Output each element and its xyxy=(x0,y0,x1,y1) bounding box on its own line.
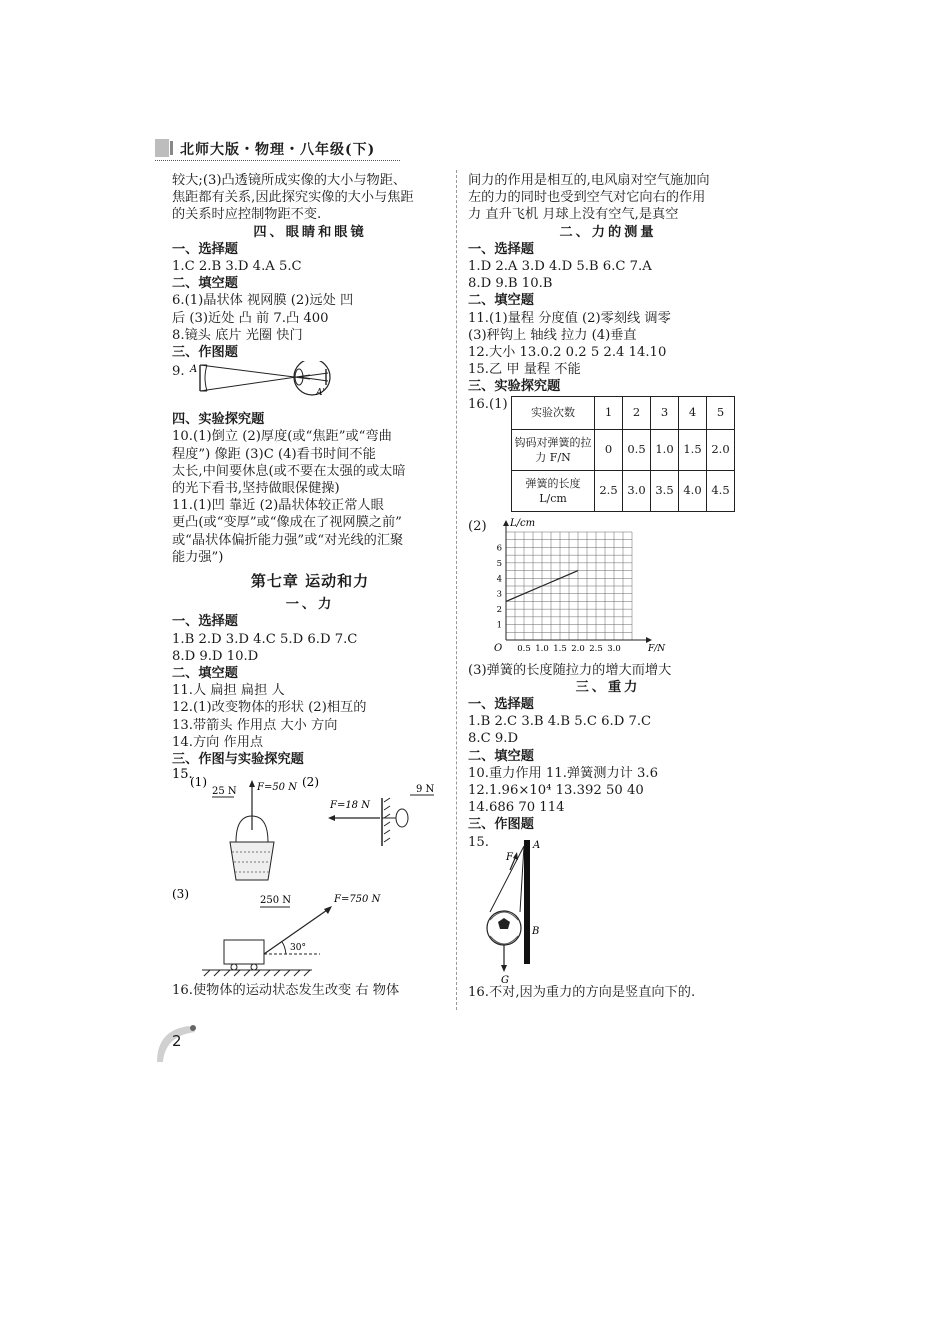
answer-line: 11.(1)量程 分度值 (2)零刻线 调零 xyxy=(468,310,671,326)
table-header-cell: 钩码对弹簧的拉力 F/N xyxy=(512,429,595,470)
table-cell: 0.5 xyxy=(623,429,651,470)
table-row xyxy=(512,429,735,470)
answer-line: (3)弹簧的长度随拉力的增大而增大 xyxy=(468,662,672,678)
answer-line: 6.(1)晶状体 视网膜 (2)远处 凹 xyxy=(172,293,354,309)
y-axis-label: L/cm xyxy=(510,517,536,529)
label-f: F xyxy=(506,851,513,863)
label-a: A xyxy=(190,364,198,376)
text-line: 的关系时应控制物距不变. xyxy=(172,207,322,223)
table-cell: 2.5 xyxy=(595,470,623,511)
column-divider xyxy=(456,170,457,1010)
answer-line: 1.B 2.D 3.D 4.C 5.D 6.D 7.C xyxy=(172,631,358,647)
answer-line: 程度”) 像距 (3)C (4)看书时间不能 xyxy=(172,446,376,462)
y-tick-label: 1 xyxy=(496,620,502,631)
question-number: 9. xyxy=(172,364,185,380)
question-number: 15. xyxy=(468,834,489,850)
answer-line: 10.(1)倒立 (2)厚度(或“焦距”或“弯曲 xyxy=(172,429,392,445)
text-line: 左的力的同时也受到空气对它向右的作用 xyxy=(468,190,706,206)
ball-diagram-svg xyxy=(468,834,588,984)
answer-line: 13.带箭头 作用点 大小 方向 xyxy=(172,717,338,733)
origin-label: O xyxy=(494,642,503,654)
force-diagrams xyxy=(172,768,448,982)
answer-line: 或“晶状体偏折能力强”或“对光线的汇聚 xyxy=(172,532,404,548)
subsection-title: 三、实验探究题 xyxy=(468,379,561,395)
text-line: 间力的作用是相互的,电风扇对空气施加向 xyxy=(468,173,710,188)
subsection-title: 二、填空题 xyxy=(172,276,238,292)
table-cell: 1.5 xyxy=(679,429,707,470)
y-tick-label: 6 xyxy=(496,543,502,554)
text-line: 力 直升飞机 月球上没有空气,是真空 xyxy=(468,207,679,223)
subsection-title: 三、作图题 xyxy=(468,817,534,833)
table-header-cell: 弹簧的长度 L/cm xyxy=(512,470,595,511)
subsection-title: 三、作图与实验探究题 xyxy=(172,752,304,768)
answer-line: 12.大小 13.0.2 0.2 5 2.4 14.10 xyxy=(468,345,667,361)
header-rule xyxy=(155,160,400,161)
section-title: 三、重力 xyxy=(575,679,641,695)
answer-line: 16.使物体的运动状态发生改变 右 物体 xyxy=(172,983,400,999)
answer-line: 8.镜头 底片 光圈 快门 xyxy=(172,327,303,343)
chart-grid xyxy=(506,532,632,640)
experiment-table-block xyxy=(468,396,748,518)
section-title: 四、眼睛和眼镜 xyxy=(253,224,367,240)
y-tick-label: 4 xyxy=(496,573,502,584)
force-label: F=50 N xyxy=(257,782,297,794)
header-bar-decoration xyxy=(170,141,173,155)
table-header-cell: 实验次数 xyxy=(512,396,595,429)
x-tick-label: 1.5 xyxy=(553,643,567,654)
answer-line: 能力强”) xyxy=(172,549,224,565)
subsection-title: 二、填空题 xyxy=(172,666,238,682)
subsection-title: 三、作图题 xyxy=(172,345,238,361)
x-tick-label: 2.5 xyxy=(589,643,603,654)
header-title: 北师大版・物理・八年级(下) xyxy=(180,142,376,158)
table-row xyxy=(512,470,735,511)
header-bar-decoration xyxy=(155,139,169,157)
subsection-title: 一、选择题 xyxy=(172,614,238,630)
cart-icon xyxy=(224,940,264,964)
table-cell: 1 xyxy=(595,396,623,429)
x-tick-label: 3.0 xyxy=(607,643,621,654)
label-g: G xyxy=(501,974,509,984)
answer-line: 16.不对,因为重力的方向是竖直向下的. xyxy=(468,984,696,1000)
force-label: F=750 N xyxy=(334,894,381,906)
table-cell: 3.0 xyxy=(623,470,651,511)
x-tick-label: 2.0 xyxy=(571,643,585,654)
subsection-title: 一、选择题 xyxy=(172,241,238,257)
table-cell: 3 xyxy=(651,396,679,429)
x-tick-label: 1.0 xyxy=(535,643,549,654)
table-cell: 4 xyxy=(679,396,707,429)
subsection-title: 二、填空题 xyxy=(468,293,534,309)
subsection-title: 二、填空题 xyxy=(468,748,534,764)
y-tick-label: 5 xyxy=(496,558,502,569)
ball-gravity-diagram xyxy=(468,834,748,984)
wall-icon xyxy=(524,840,530,964)
answer-line: (3)秤钩上 轴线 拉力 (4)垂直 xyxy=(468,327,637,343)
label-a-prime: A' xyxy=(316,388,325,399)
table-cell: 2 xyxy=(623,396,651,429)
answer-line: 8.D 9.B 10.B xyxy=(468,276,553,292)
table-cell: 0 xyxy=(595,429,623,470)
answer-line: 8.D 9.D 10.D xyxy=(172,648,259,664)
answer-line: 1.B 2.C 3.B 4.B 5.C 6.D 7.C xyxy=(468,714,652,730)
eye-diagram xyxy=(172,361,448,411)
subsection-title: 一、选择题 xyxy=(468,241,534,257)
table-row xyxy=(512,396,735,429)
page-number: 2 xyxy=(172,1032,182,1050)
y-tick-label: 3 xyxy=(496,589,502,600)
question-number: (2) xyxy=(468,518,487,534)
bucket-icon xyxy=(230,842,274,880)
subsection-title: 四、实验探究题 xyxy=(172,412,265,428)
suction-cup-icon xyxy=(396,809,408,827)
spring-chart-block xyxy=(468,518,748,662)
table-cell: 1.0 xyxy=(651,429,679,470)
scale-label: 9 N xyxy=(416,784,435,796)
table-cell: 3.5 xyxy=(651,470,679,511)
scale-label: 250 N xyxy=(260,895,292,907)
right-column xyxy=(468,172,748,1001)
table-cell: 4.0 xyxy=(679,470,707,511)
force-diagrams-svg xyxy=(172,768,448,982)
label-a: A xyxy=(533,839,541,851)
answer-line: 15.乙 甲 量程 不能 xyxy=(468,362,581,378)
answer-line: 的光下看书,坚持做眼保健操) xyxy=(172,481,340,497)
answer-line: 14.686 70 114 xyxy=(468,800,565,816)
answer-line: 8.C 9.D xyxy=(468,731,519,747)
left-column xyxy=(172,172,448,1000)
answer-line: 11.(1)凹 靠近 (2)晶状体较正常人眼 xyxy=(172,498,384,514)
answer-line: 10.重力作用 11.弹簧测力计 3.6 xyxy=(468,765,658,781)
answer-line: 后 (3)近处 凸 前 7.凸 400 xyxy=(172,310,329,326)
x-axis-arrow xyxy=(646,637,652,643)
answer-line: 14.方向 作用点 xyxy=(172,734,264,750)
x-axis-label: F/N xyxy=(648,643,666,654)
y-axis-arrow xyxy=(503,520,509,526)
section-title: 一、力 xyxy=(285,597,335,613)
text-line: 较大;(3)凸透镜所成实像的大小与物距、 xyxy=(172,173,407,188)
table-cell: 4.5 xyxy=(707,470,735,511)
subsection-title: 一、选择题 xyxy=(468,697,534,713)
experiment-table xyxy=(511,396,735,512)
angle-label: 30° xyxy=(290,943,306,954)
running-header xyxy=(155,137,400,161)
scale-label: 25 N xyxy=(212,786,237,798)
text-line: 焦距都有关系,因此探究实像的大小与焦距 xyxy=(172,190,414,206)
answer-line: 更凸(或“变厚”或“像成在了视网膜之前” xyxy=(172,515,402,531)
answer-line: 太长,中间要休息(或不要在太强的或太暗 xyxy=(172,463,406,479)
table-cell: 2.0 xyxy=(707,429,735,470)
answer-line: 1.D 2.A 3.D 4.D 5.B 6.C 7.A xyxy=(468,259,652,275)
figure-label: (2) xyxy=(302,775,319,790)
answer-line: 1.C 2.B 3.D 4.A 5.C xyxy=(172,259,302,275)
force-label: F=18 N xyxy=(330,800,370,812)
spring-length-chart xyxy=(468,518,668,662)
answer-line: 12.(1)改变物体的形状 (2)相互的 xyxy=(172,700,367,716)
answer-line: 11.人 扁担 扁担 人 xyxy=(172,683,285,699)
eye-ray-svg xyxy=(172,361,432,411)
y-tick-label: 2 xyxy=(496,604,502,615)
question-number: 16.(1) xyxy=(468,396,508,412)
page-number-badge xyxy=(155,1022,197,1064)
table-cell: 5 xyxy=(707,396,735,429)
chapter-title: 第七章 运动和力 xyxy=(250,572,370,591)
figure-label: (1) xyxy=(190,775,207,790)
question-number: 15. xyxy=(172,768,193,783)
section-title: 二、力的测量 xyxy=(559,224,657,240)
figure-label: (3) xyxy=(172,887,189,902)
answer-line: 12.1.96×10⁴ 13.392 50 40 xyxy=(468,783,644,799)
label-b: B xyxy=(532,925,540,937)
x-tick-label: 0.5 xyxy=(517,643,531,654)
